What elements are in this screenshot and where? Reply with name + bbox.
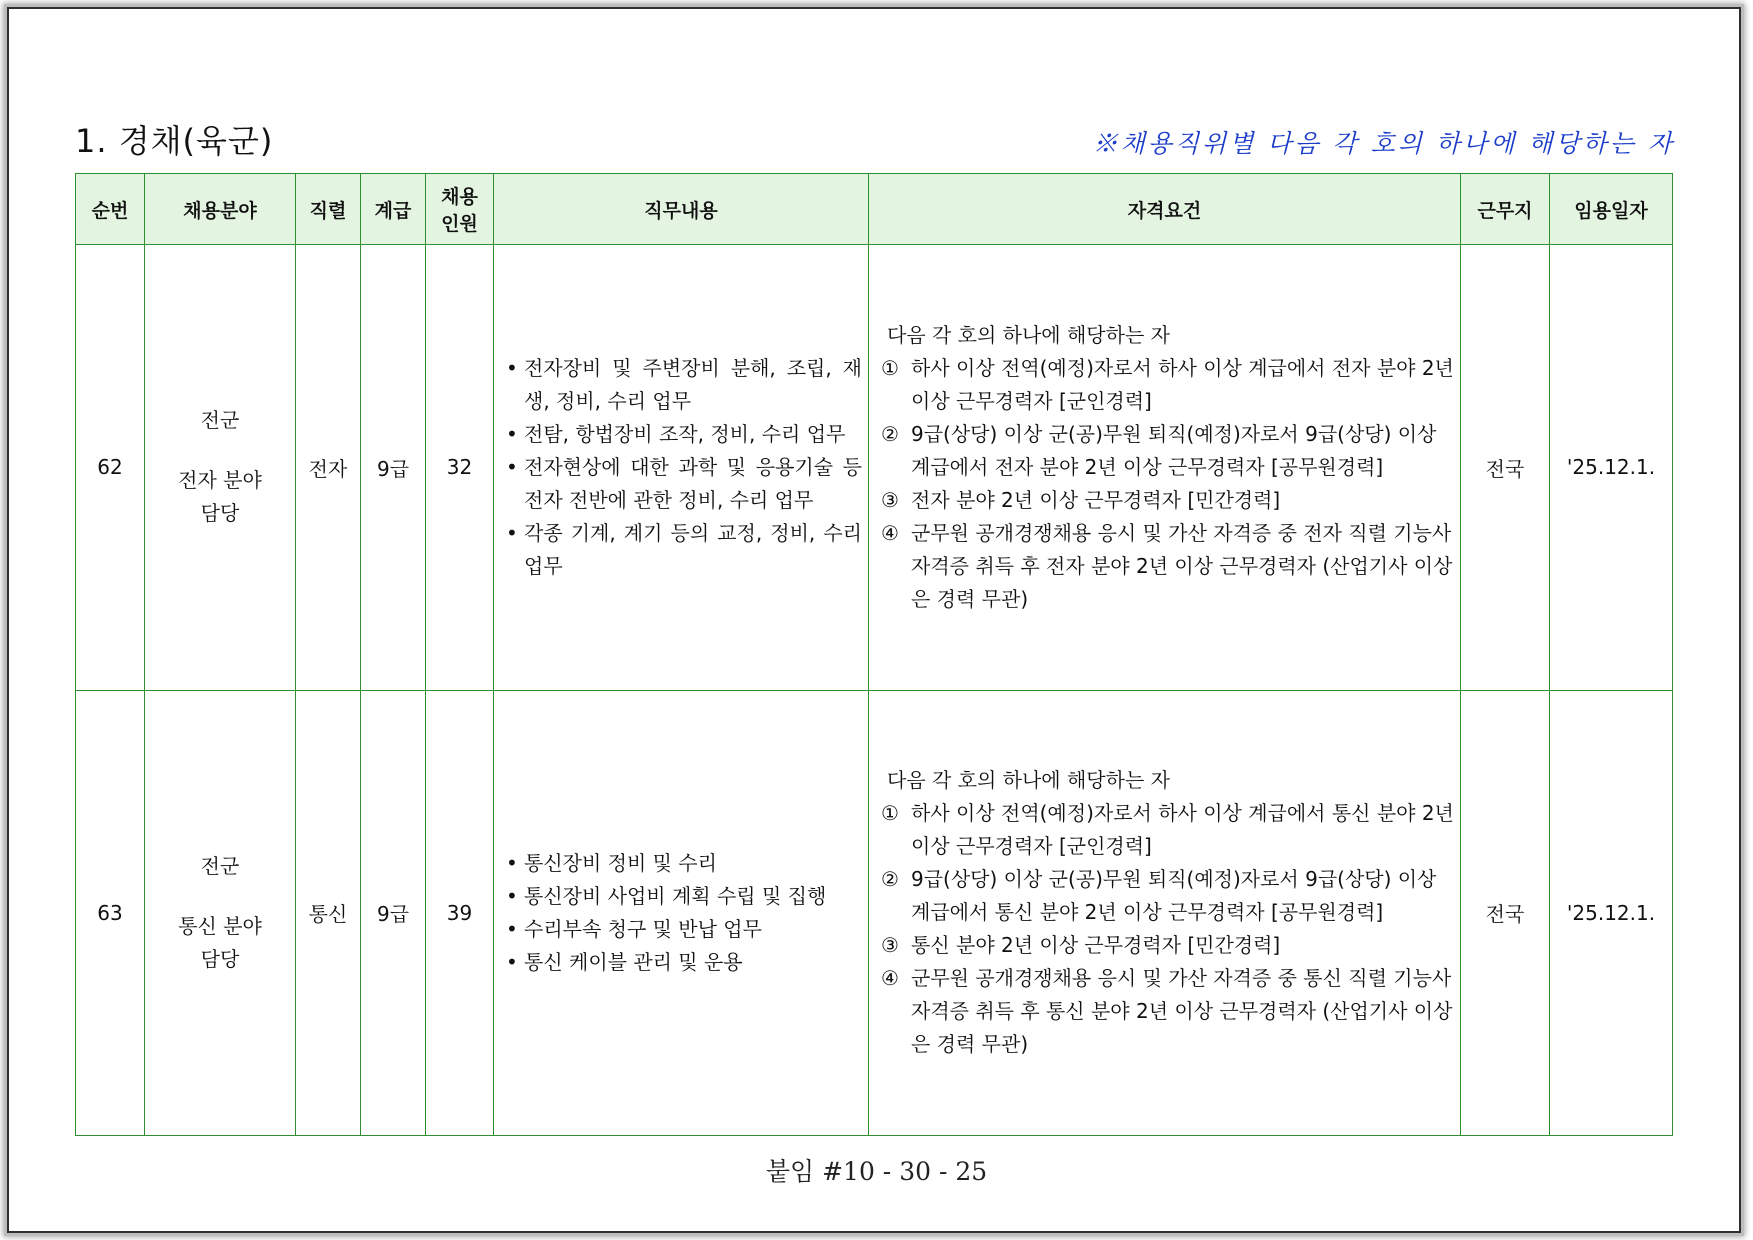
qualification-lead: 다음 각 호의 하나에 해당하는 자 [887, 768, 1170, 793]
table-row [76, 690, 1673, 1136]
cell-qualifications [869, 245, 1461, 691]
duty-item: • 전탐, 항법장비 조작, 정비, 수리 업무 [502, 418, 862, 451]
qualification-item [881, 962, 1456, 1061]
qualification-text: 9급(상당) 이상 군(공)무원 퇴직(예정)자로서 9급(상당) 이상 계급에서 통신 분야 2년 이상 근무경력자 [공무원경력] [911, 867, 1437, 925]
cell-location: 전국 [1461, 690, 1550, 1136]
header-location: 근무지 [1461, 174, 1550, 245]
cell-series: 통신 [296, 690, 361, 1136]
recruitment-table [75, 173, 1673, 1136]
qualification-number: ① [881, 355, 899, 380]
header-duties: 직무내용 [494, 174, 869, 245]
field-line: 전군 [200, 853, 240, 878]
qualification-number: ② [881, 421, 899, 446]
qualification-item [881, 418, 1456, 484]
eligibility-note: ※채용직위별 다음 각 호의 하나에 해당하는 자 [1092, 129, 1675, 158]
duty-item: • 통신 케이블 관리 및 운용 [502, 946, 862, 979]
header-field: 채용분야 [145, 174, 296, 245]
section-title: 1. 경채(육군) [75, 122, 274, 160]
qualification-number: ① [881, 801, 899, 826]
cell-grade: 9급 [361, 690, 426, 1136]
qualification-text: 통신 분야 2년 이상 근무경력자 [민간경력] [911, 933, 1281, 958]
qualification-item [881, 484, 1456, 517]
duty-item: • 각종 기계, 계기 등의 교정, 정비, 수리 업무 [502, 517, 862, 583]
qualification-item [881, 929, 1456, 962]
field-line: 전군 [200, 408, 240, 433]
cell-qualifications [869, 690, 1461, 1136]
qualification-item [881, 517, 1456, 616]
qualification-text: 9급(상당) 이상 군(공)무원 퇴직(예정)자로서 9급(상당) 이상 계급에서 전자 분야 2년 이상 근무경력자 [공무원경력] [911, 421, 1437, 479]
table-header-row [76, 174, 1673, 245]
cell-duties [494, 245, 869, 691]
qualification-text: 하사 이상 전역(예정)자로서 하사 이상 계급에서 통신 분야 2년 이상 근무경력자 [군인경력] [911, 801, 1454, 859]
header-no: 순번 [76, 174, 145, 245]
qualification-number: ④ [881, 520, 899, 545]
qualification-item [881, 352, 1456, 418]
qualification-text: 군무원 공개경쟁채용 응시 및 가산 자격증 중 전자 직렬 기능사 자격증 취득 후 전자 분야 2년 이상 근무경력자 (산업기사 이상은 경력 무관) [911, 520, 1453, 611]
qualification-item [881, 797, 1456, 863]
qualification-text: 전자 분야 2년 이상 근무경력자 [민간경력] [911, 487, 1281, 512]
duty-item: • 수리부속 청구 및 반납 업무 [502, 913, 862, 946]
header-count [426, 174, 494, 245]
cell-count: 39 [426, 690, 494, 1136]
cell-location: 전국 [1461, 245, 1550, 691]
cell-series: 전자 [296, 245, 361, 691]
header-appointment-date: 임용일자 [1550, 174, 1673, 245]
cell-appointment-date: '25.12.1. [1550, 690, 1673, 1136]
qualification-number: ③ [881, 487, 899, 512]
header-qualifications: 자격요건 [869, 174, 1461, 245]
cell-no: 62 [76, 245, 145, 691]
header-grade: 계급 [361, 174, 426, 245]
table-row [76, 245, 1673, 691]
cell-no: 63 [76, 690, 145, 1136]
cell-duties [494, 690, 869, 1136]
cell-grade: 9급 [361, 245, 426, 691]
field-line: 담당 [200, 946, 240, 971]
qualification-text: 하사 이상 전역(예정)자로서 하사 이상 계급에서 전자 분야 2년 이상 근무경력자 [군인경력] [911, 355, 1454, 413]
duty-item: • 통신장비 정비 및 수리 [502, 847, 862, 880]
qualification-number: ② [881, 867, 899, 892]
page-footer: 붙임 #10 - 30 - 25 [765, 1157, 988, 1186]
field-line: 담당 [200, 501, 240, 526]
header-series: 직렬 [296, 174, 361, 245]
qualification-text: 군무원 공개경쟁채용 응시 및 가산 자격증 중 통신 직렬 기능사 자격증 취득 후 통신 분야 2년 이상 근무경력자 (산업기사 이상은 경력 무관) [911, 966, 1453, 1057]
cell-count: 32 [426, 245, 494, 691]
qualification-item [881, 863, 1456, 929]
field-line: 전자 분야 [178, 468, 262, 493]
qualification-number: ③ [881, 933, 899, 958]
cell-field [145, 245, 296, 691]
cell-appointment-date: '25.12.1. [1550, 245, 1673, 691]
duty-item: • 전자현상에 대한 과학 및 응용기술 등 전자 전반에 관한 정비, 수리 업무 [502, 451, 862, 517]
duty-item: • 통신장비 사업비 계획 수립 및 집행 [502, 880, 862, 913]
duty-item: • 전자장비 및 주변장비 분해, 조립, 재생, 정비, 수리 업무 [502, 352, 862, 418]
header-count-line2: 인원 [441, 213, 478, 235]
qualification-lead: 다음 각 호의 하나에 해당하는 자 [887, 322, 1170, 347]
field-line: 통신 분야 [178, 913, 262, 938]
qualification-number: ④ [881, 966, 899, 991]
cell-field [145, 690, 296, 1136]
header-count-line1: 채용 [441, 186, 478, 208]
